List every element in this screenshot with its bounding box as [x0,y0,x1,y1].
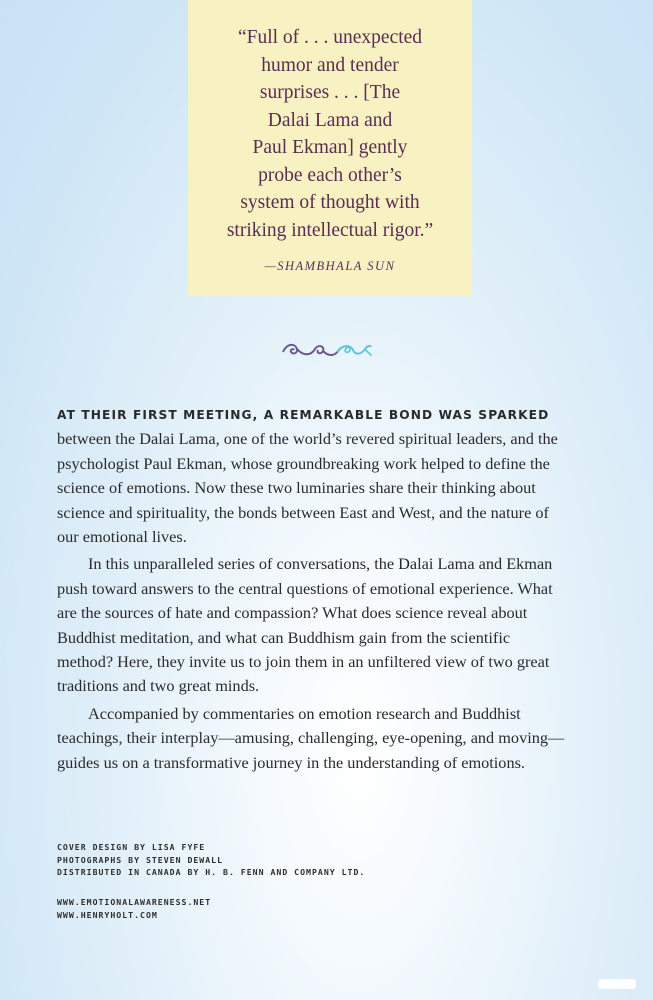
description-paragraph [57,403,597,549]
pull-quote-line: striking intellectual rigor.” [226,219,434,241]
credit-line: DISTRIBUTED IN CANADA BY H. B. FENN AND COMPANY LTD. [57,867,366,878]
website-url: WWW.EMOTIONALAWARENESS.NET [57,897,212,907]
description-line: our emotional lives. [57,527,187,547]
description-paragraph [57,552,597,698]
cover-credits [57,841,365,879]
book-description [57,403,597,775]
description-line: method? Here, they invite us to join them in an unfiltered view of two great [57,652,550,672]
description-line: science of emotions. Now these two luminaries share their thinking about [57,478,536,498]
description-line: between the Dalai Lama, one of the world’s revered spiritual leaders, and the [57,429,558,449]
pull-quote-line: Dalai Lama and [267,109,393,131]
pull-quote-line: Paul Ekman] gently [252,137,408,158]
description-line: are the sources of hate and compassion? What does science reveal about [57,603,528,623]
pull-quote-line: system of thought with [240,192,420,213]
pull-quote-source: —SHAMBHALA SUN [264,259,396,273]
pull-quote-line: “Full of . . . unexpected [237,27,423,48]
description-line: traditions and two great minds. [57,676,260,696]
corner-highlight [598,979,636,989]
description-line: teachings, their interplay—amusing, challenging, eye-opening, and moving— [57,728,565,748]
pull-quote-text [188,24,472,244]
pull-quote-line: probe each other’s [258,164,402,186]
credit-line: COVER DESIGN BY LISA FYFE [57,842,206,852]
description-line: Accompanied by commentaries on emotion research and Buddhist [88,703,521,723]
pull-quote-line: surprises . . . [The [259,82,401,103]
decorative-flourish-icon [281,340,373,362]
description-line: push toward answers to the central questions of emotional experience. What [57,578,553,598]
description-paragraph [57,702,597,775]
description-line: science and spirituality, the bonds between East and West, and the nature of [57,502,549,522]
website-url: WWW.HENRYHOLT.COM [57,909,158,920]
description-line: guides us on a transformative journey in the understanding of emotions. [57,752,525,772]
pull-quote-box [188,0,472,296]
pull-quote-line: humor and tender [261,54,399,76]
description-lead-in: AT THEIR FIRST MEETING, A REMARKABLE BOND WAS SPARKED [57,408,550,422]
website-list [57,896,211,921]
description-line: In this unparalleled series of conversations, the Dalai Lama and Ekman [88,554,553,574]
description-line: Buddhist meditation, and what can Buddhism gain from the scientific [57,627,511,647]
description-line: psychologist Paul Ekman, whose groundbreaking work helped to define the [57,453,550,473]
credit-line: PHOTOGRAPHS BY STEVEN DEWALL [57,854,224,865]
